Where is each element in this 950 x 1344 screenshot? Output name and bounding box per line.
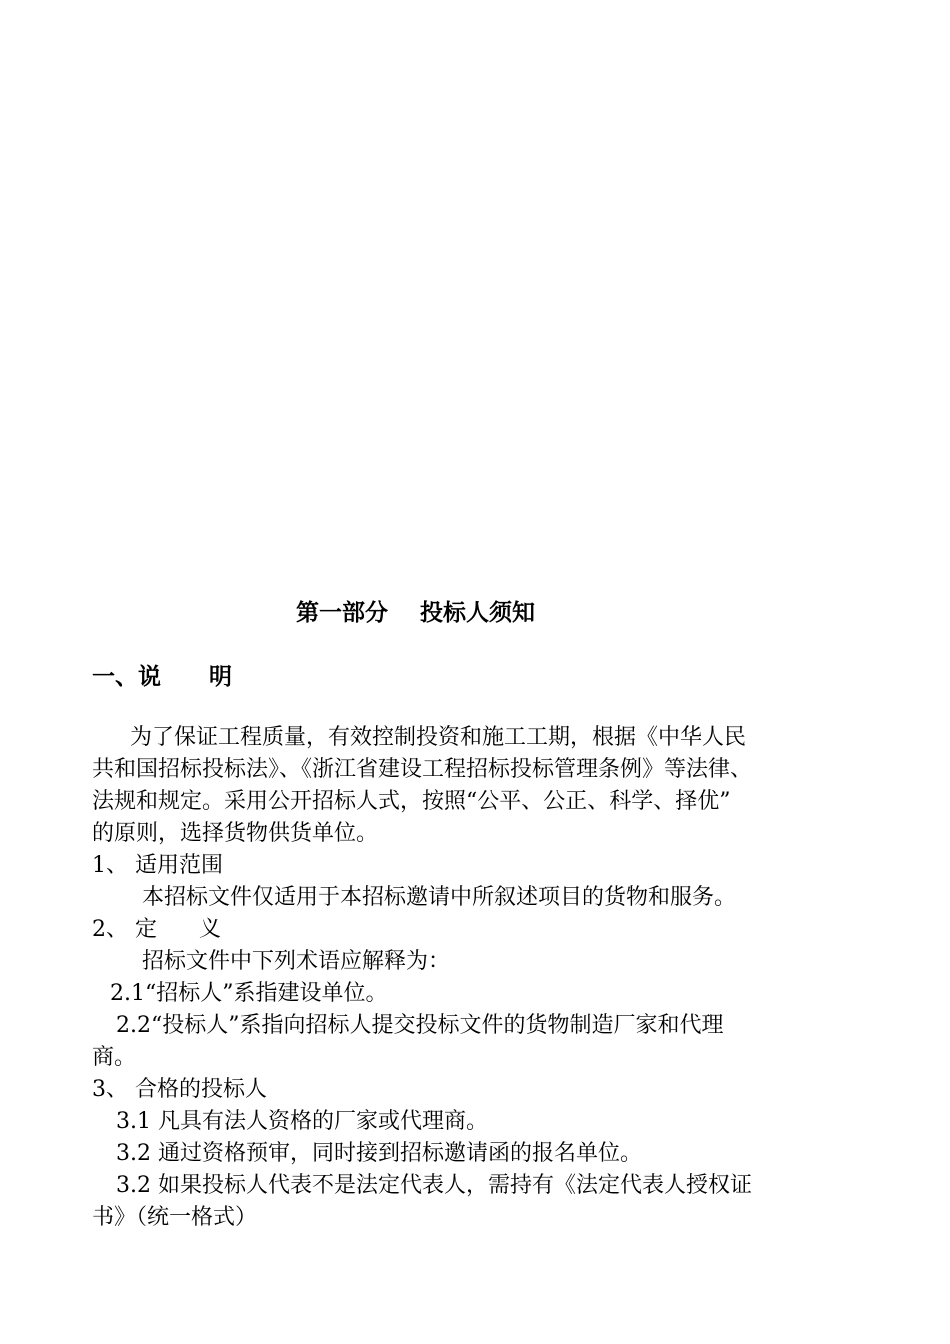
list-item: 3.1 凡具有法人资格的厂家或代理商。 xyxy=(116,1109,488,1134)
paragraph-line: 法规和规定。采用公开招标人式，按照“公平、公正、科学、择优” xyxy=(92,789,731,814)
list-item: 2.1“招标人”系指建设单位。 xyxy=(110,981,388,1006)
paragraph-line: 招标文件中下列术语应解释为： xyxy=(142,949,451,974)
paragraph-line: 为了保证工程质量，有效控制投资和施工工期，根据《中华人民 xyxy=(130,725,747,750)
paragraph-line: 商。 xyxy=(92,1045,137,1070)
numbered-heading: 1、 适用范围 xyxy=(92,853,223,878)
list-item: 2.2“投标人”系指向招标人提交投标文件的货物制造厂家和代理 xyxy=(116,1013,724,1038)
list-item: 3.2 如果投标人代表不是法定代表人，需持有《法定代表人授权证 xyxy=(116,1173,752,1198)
numbered-heading: 2、 定 义 xyxy=(92,917,221,942)
list-item: 3.2 通过资格预审，同时接到招标邀请函的报名单位。 xyxy=(116,1141,642,1166)
paragraph-line: 的原则，选择货物供货单位。 xyxy=(92,821,379,846)
document-title: 第一部分 投标人须知 xyxy=(296,600,536,626)
numbered-heading: 3、 合格的投标人 xyxy=(92,1077,267,1102)
paragraph-line: 共和国招标投标法》、《浙江省建设工程招标投标管理条例》等法律、 xyxy=(92,757,753,782)
paragraph-line: 本招标文件仅适用于本招标邀请中所叙述项目的货物和服务。 xyxy=(142,885,737,910)
paragraph-line: 书》（统一格式） xyxy=(92,1205,258,1230)
section-heading: 一、说 明 xyxy=(92,664,233,690)
